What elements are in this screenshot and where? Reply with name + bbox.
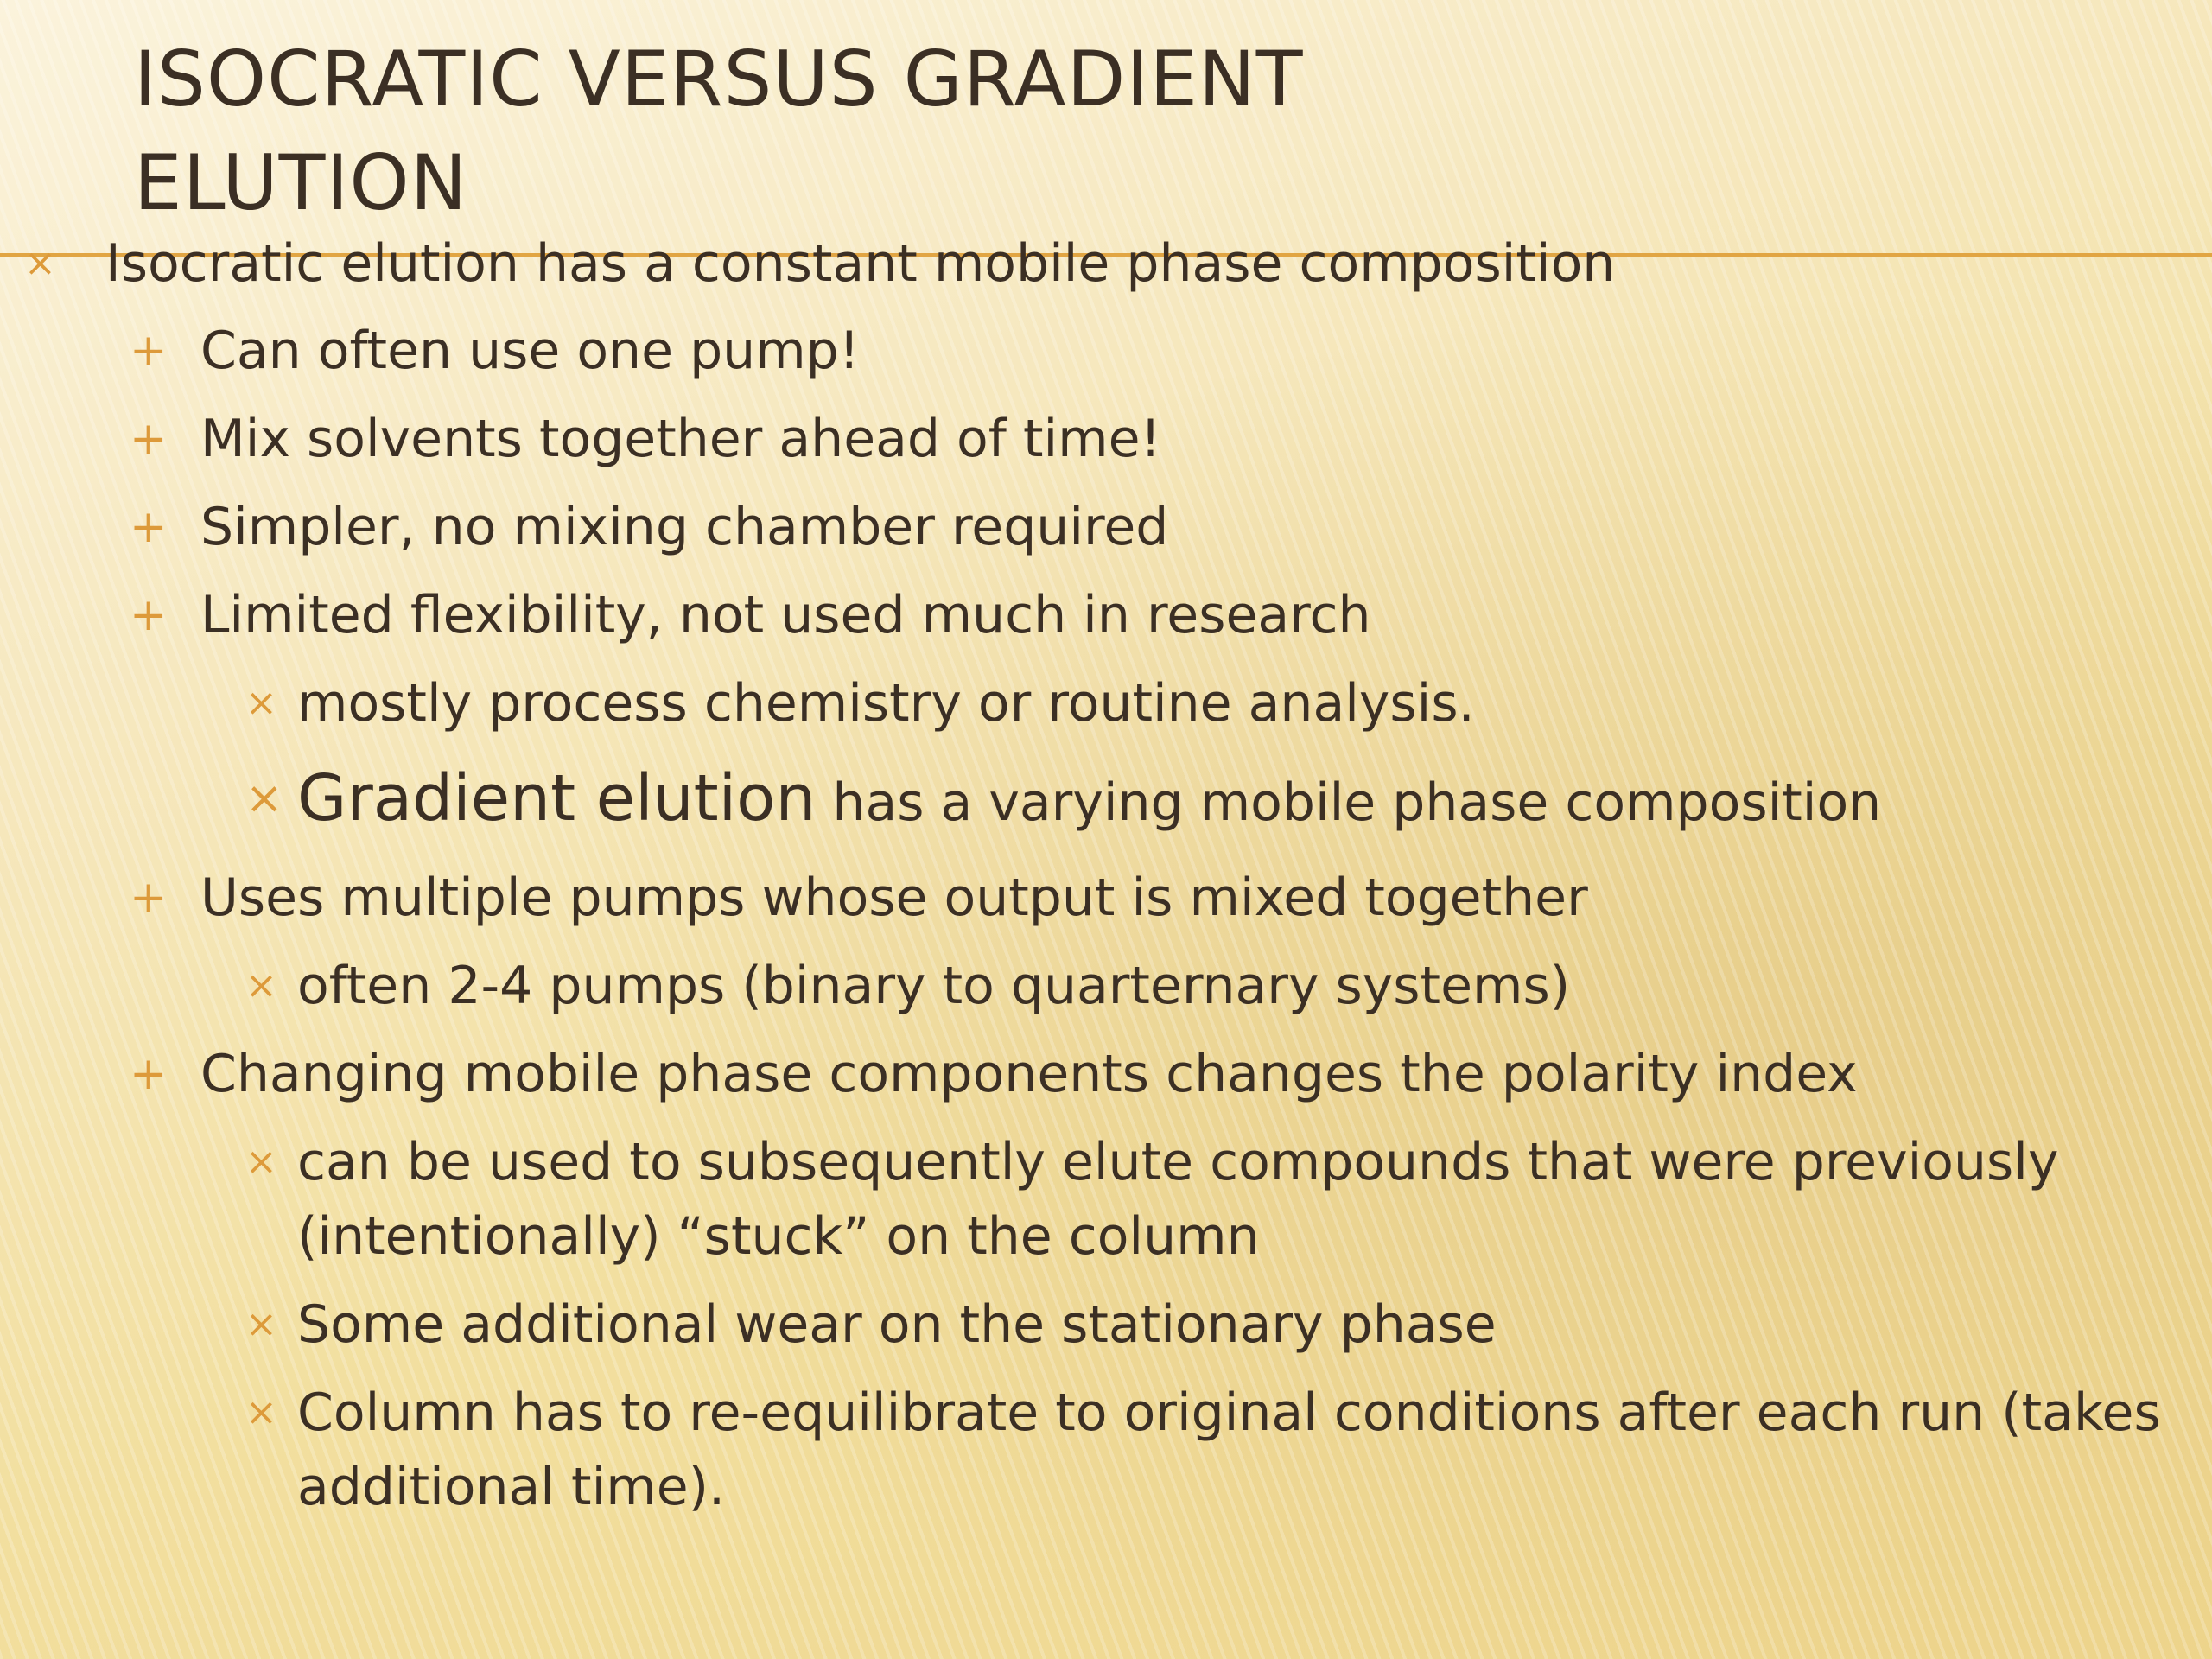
x-bullet-icon: × <box>245 772 283 824</box>
bullet-item-mix-solvents <box>0 395 2212 483</box>
bullet-item-wear <box>0 1281 2212 1369</box>
bullet-text: Limited flexibility, not used much in research <box>200 585 1371 645</box>
slide-title <box>134 28 1304 235</box>
x-bullet-icon: × <box>245 1302 277 1346</box>
x-bullet-icon: × <box>24 241 56 285</box>
bullet-list <box>0 220 2212 1531</box>
bullet-item-one-pump <box>0 307 2212 395</box>
bullet-text: Isocratic elution has a constant mobile phase composition <box>105 233 1616 294</box>
plus-bullet-icon: + <box>130 872 168 924</box>
bullet-text: mostly process chemistry or routine analysis. <box>297 673 1475 734</box>
bullet-item-gradient-elution <box>0 747 2212 854</box>
bullet-text: Can often use one pump! <box>200 321 860 381</box>
bullet-text: has a varying mobile phase composition <box>816 772 1882 833</box>
bullet-text: Simpler, no mixing chamber required <box>200 497 1169 557</box>
x-bullet-icon: × <box>245 681 277 725</box>
bullet-item-re-equilibrate <box>0 1369 2172 1531</box>
bullet-text: can be used to subsequently elute compounds that were previously (intentionally) “stuck” on the column <box>297 1132 2059 1267</box>
gradient-elution-heading: Gradient elution <box>297 761 817 836</box>
bullet-item-pump-count <box>0 942 2212 1030</box>
bullet-item-limited-flexibility <box>0 571 2212 659</box>
bullet-text: often 2-4 pumps (binary to quarternary systems) <box>297 956 1571 1016</box>
title-line-2: ELUTION <box>134 138 468 227</box>
bullet-item-simpler <box>0 483 2212 571</box>
bullet-text: Mix solvents together ahead of time! <box>200 409 1161 469</box>
bullet-item-process-chemistry <box>0 659 2212 747</box>
bullet-text: Column has to re-equilibrate to original conditions after each run (takes additional time). <box>297 1382 2161 1517</box>
plus-bullet-icon: + <box>130 325 168 377</box>
x-bullet-icon: × <box>245 1390 277 1434</box>
plus-bullet-icon: + <box>130 501 168 553</box>
bullet-item-elute-stuck <box>0 1118 2172 1281</box>
bullet-item-polarity-index <box>0 1030 2212 1118</box>
x-bullet-icon: × <box>245 963 277 1007</box>
bullet-item-multiple-pumps <box>0 854 2212 942</box>
bullet-text: Uses multiple pumps whose output is mixed together <box>200 868 1588 928</box>
bullet-text: Changing mobile phase components changes the polarity index <box>200 1044 1858 1104</box>
plus-bullet-icon: + <box>130 413 168 465</box>
x-bullet-icon: × <box>245 1140 277 1184</box>
title-line-1: ISOCRATIC VERSUS GRADIENT <box>134 35 1304 124</box>
bullet-item-isocratic <box>0 220 2212 307</box>
plus-bullet-icon: + <box>130 1048 168 1100</box>
plus-bullet-icon: + <box>130 589 168 641</box>
bullet-text: Some additional wear on the stationary phase <box>297 1294 1497 1355</box>
